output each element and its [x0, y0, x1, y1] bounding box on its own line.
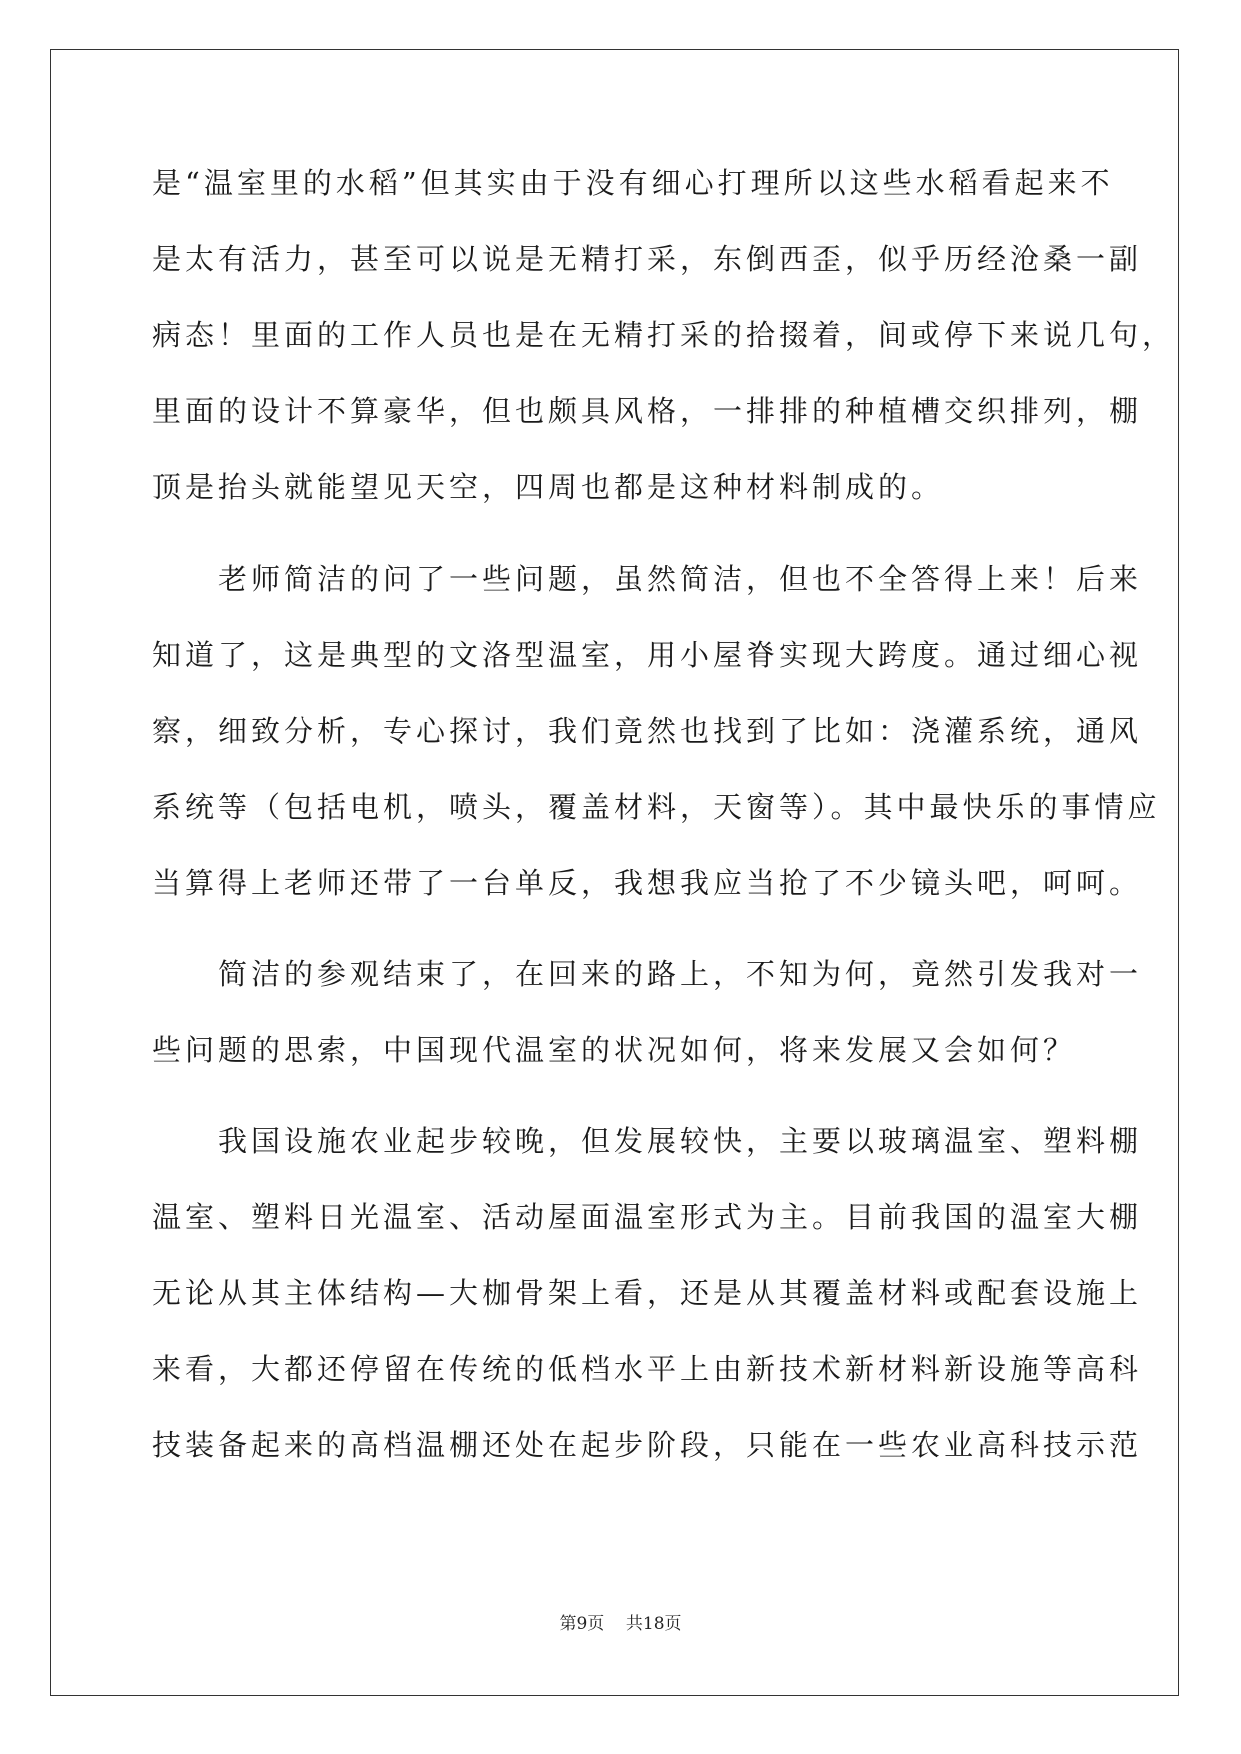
paragraph-first-line: 我国设施农业起步较晚，但发展较快，主要以玻璃温室、塑料棚 — [218, 1124, 1143, 1158]
text-line: 知道了，这是典型的文洛型温室，用小屋脊实现大跨度。通过细心视 — [152, 638, 1143, 672]
page-footer — [0, 1613, 1241, 1635]
text-line: 技装备起来的高档温棚还处在起步阶段，只能在一些农业高科技示范 — [152, 1428, 1143, 1462]
text-line: 无论从其主体结构—大枷骨架上看，还是从其覆盖材料或配套设施上 — [152, 1276, 1143, 1310]
text-line: 顶是抬头就能望见天空，四周也都是这种材料制成的。 — [152, 470, 945, 504]
text-line: 系统等（包括电机，喷头，覆盖材料，天窗等）。其中最快乐的事情应 — [152, 790, 1161, 824]
text-line: 是太有活力，甚至可以说是无精打采，东倒西歪，似乎历经沧桑一副 — [152, 242, 1143, 276]
paragraph-first-line: 简洁的参观结束了，在回来的路上，不知为何，竟然引发我对一 — [218, 957, 1143, 991]
text-line: 当算得上老师还带了一台单反，我想我应当抢了不少镜头吧，呵呵。 — [152, 866, 1143, 900]
page-total: 共18页 — [625, 1614, 682, 1634]
text-line: 里面的设计不算豪华，但也颇具风格，一排排的种植槽交织排列，棚 — [152, 394, 1143, 428]
text-line: 察，细致分析，专心探讨，我们竟然也找到了比如：浇灌系统，通风 — [152, 714, 1143, 748]
text-line: 是“温室里的水稻”但其实由于没有细心打理所以这些水稻看起来不 — [152, 166, 1114, 200]
text-line: 来看，大都还停留在传统的低档水平上由新技术新材料新设施等高科 — [152, 1352, 1143, 1386]
text-line: 些问题的思索，中国现代温室的状况如何，将来发展又会如何？ — [152, 1033, 1077, 1067]
paragraph-first-line: 老师简洁的问了一些问题，虽然简洁，但也不全答得上来！后来 — [218, 562, 1143, 596]
text-line: 温室、塑料日光温室、活动屋面温室形式为主。目前我国的温室大棚 — [152, 1200, 1143, 1234]
text-line: 病态！里面的工作人员也是在无精打采的拾掇着，间或停下来说几句， — [152, 318, 1176, 352]
page-number: 第9页 — [559, 1614, 605, 1634]
